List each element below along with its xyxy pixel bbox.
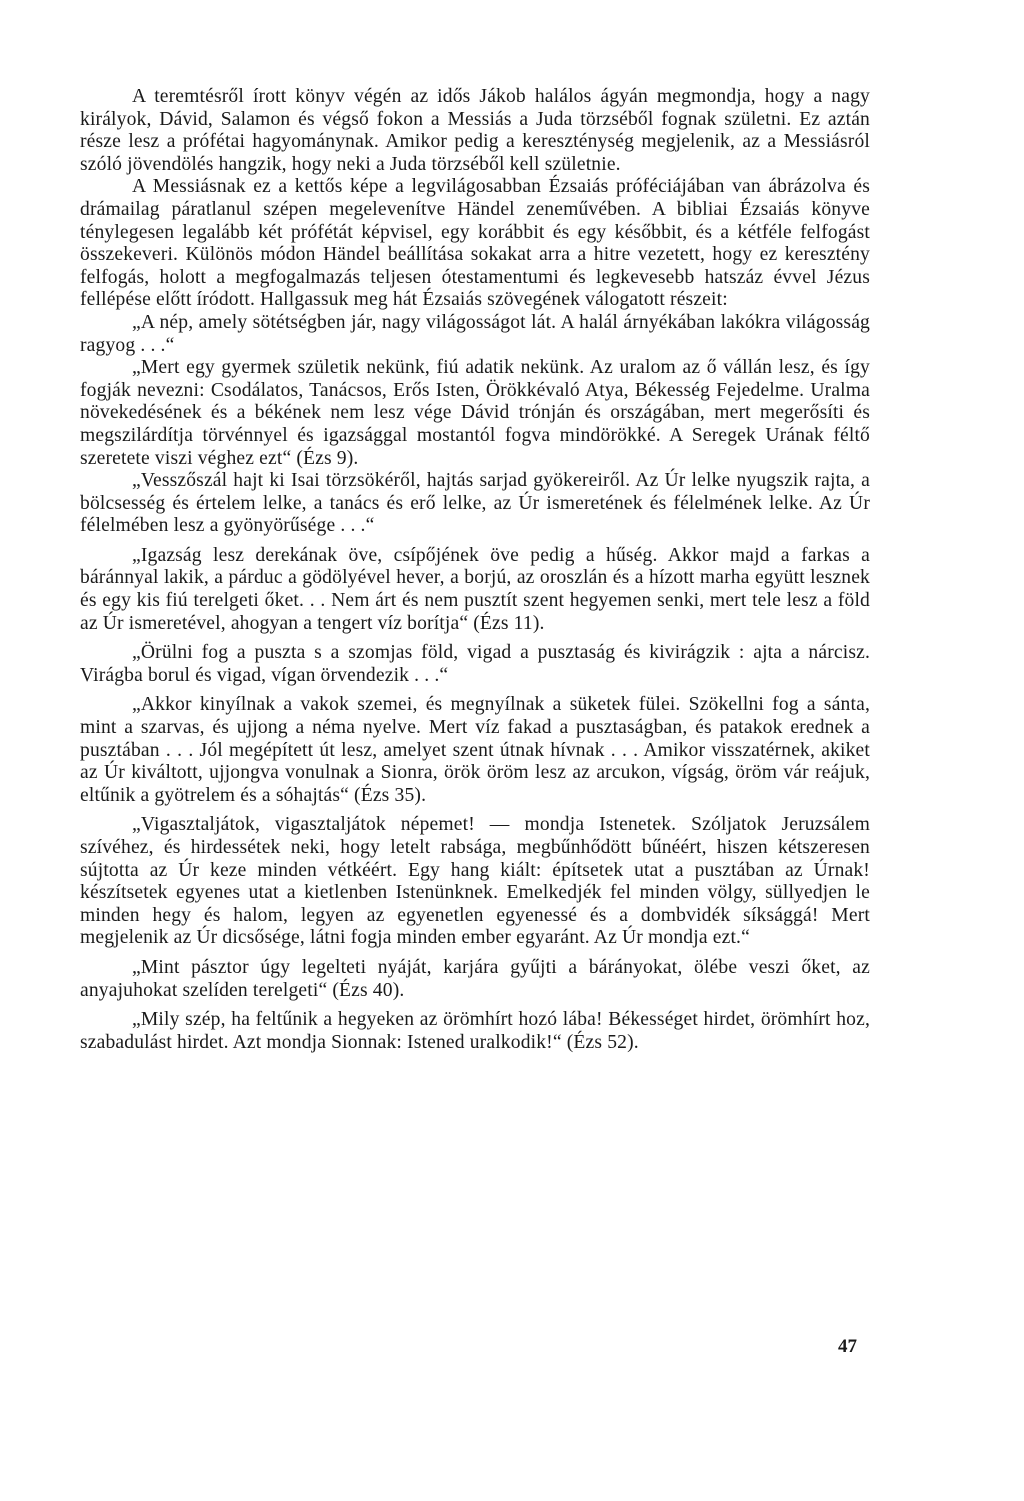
- paragraph-messias-kettos-kep: A Messiásnak ez a kettős képe a legvilágosabban Ézsaiás próféciájában van ábrázolva és drámailag páratlanul szépen megelevenítve Händel zeneművében. A bibliai Ézsaiás könyve ténylegesen legalább két prófétát képvisel, egy korábbit és egy későbbit, és a kétféle felfogást összekeveri. Különös módon Händel beállítása sokakat arra a hitre vezetett, hogy ez keresztény felfogás, holott a megfogalmazás teljesen ótestamentumi és legkevesebb hatszáz évvel Jézus fellépése előtt íródott. Hallgassuk meg hát Ézsaiás szövegének válogatott részeit:: [80, 176, 870, 311]
- body-text: [80, 86, 870, 1054]
- quote-mily-szep: „Mily szép, ha feltűnik a hegyeken az örömhírt hozó lába! Békességet hirdet, örömhírt hoz, szabadulást hirdet. Azt mondja Sionnak: Istened uralkodik!“ (Ézs 52).: [80, 1009, 870, 1053]
- quote-orulni-fog-puszta: „Örülni fog a puszta s a szomjas föld, vigad a pusztaság és kivirágzik : ajta a nárcisz. Virágba borul és vigad, vígan örvendezik . . .“: [80, 642, 870, 686]
- quote-vesszoszal: „Vesszőszál hajt ki Isai törzsökéről, hajtás sarjad gyökereiről. Az Úr lelke nyugszik rajta, a bölcsesség és értelem lelke, a tanács és erő lelke, az Úr ismeretének és félelmének lelke. Az Úr félelmében lesz a gyönyörűsége . . .“: [80, 470, 870, 537]
- quote-gyermek-szuletik: „Mert egy gyermek születik nekünk, fiú adatik nekünk. Az uralom az ő vállán lesz, és így fogják nevezni: Csodálatos, Tanácsos, Erős Isten, Örökkévaló Atya, Békesség Fejedelme. Uralma növekedésének és a békének nem lesz vége Dávid trónján és országában, mert megerősíti és megszilárdítja törvénnyel és igazsággal mostantól fogva mindörökké. A Seregek Urának féltő szeretete viszi véghez ezt“ (Ézs 9).: [80, 357, 870, 469]
- quote-igazsag-ove: „Igazság lesz derekának öve, csípőjének öve pedig a hűség. Akkor majd a farkas a báránnyal lakik, a párduc a gödölyével hever, a borjú, az oroszlán és a hízott marha együtt lesznek és egy kis fiú terelgeti őket. . . Nem árt és nem pusztít szent hegyemen senki, mert tele lesz a föld az Úr ismeretével, ahogyan a tengert víz borítja“ (Ézs 11).: [80, 544, 870, 634]
- quote-kinyilnak-vakok: „Akkor kinyílnak a vakok szemei, és megnyílnak a süketek fülei. Szökellni fog a sánta, mint a szarvas, és ujjong a néma nyelve. Mert víz fakad a pusztaságban, és patakok erednek a pusztában . . . Jól megépített út lesz, amelyet szent útnak hívnak . . . Amikor visszatérnek, akiket az Úr kiváltott, ujjongva vonulnak a Sionra, örök öröm lesz az arcukon, vígság, öröm vár reájuk, eltűnik a gyötrelem és a sóhajtás“ (Ézs 35).: [80, 694, 870, 806]
- quote-mint-pasztor: „Mint pásztor úgy legelteti nyáját, karjára gyűjti a bárányokat, ölébe veszi őket, az anyajuhokat szelíden terelgeti“ (Ézs 40).: [80, 956, 870, 1001]
- paragraph-jakob: A teremtésről írott könyv végén az idős Jákob halálos ágyán megmondja, hogy a nagy királyok, Dávid, Salamon és végső fokon a Messiás a Juda törzséből fognak születni. Ez aztán része lesz a prófétai hagyománynak. Amikor pedig a kereszténység megjelenik, az a Messiásról szóló jövendölés hangzik, hogy neki a Juda törzséből kell születnie.: [80, 86, 870, 175]
- quote-nep-sotetsegben: „A nép, amely sötétségben jár, nagy világosságot lát. A halál árnyékában lakókra világosság ragyog . . .“: [80, 311, 870, 356]
- quote-vigasztaljatok: „Vigasztaljátok, vigasztaljátok népemet! — mondja Istenetek. Szóljatok Jeruzsálem szívéhez, és hirdessétek neki, hogy letelt rabsága, megbűnhődött bűnéért, hiszen kétszeresen sújtotta az Úr keze minden vétkéért. Egy hang kiált: építsetek utat a pusztában az Úrnak! készítsetek egyenes utat a kietlenben Istenünknek. Emelkedjék fel minden völgy, süllyedjen le minden hegy és halom, legyen az egyenetlen egyenessé és a dombvidék síksággá! Mert megjelenik az Úr dicsősége, látni fogja minden ember egyaránt. Az Úr mondja ezt.“: [80, 814, 870, 949]
- page-number: 47: [838, 1336, 857, 1357]
